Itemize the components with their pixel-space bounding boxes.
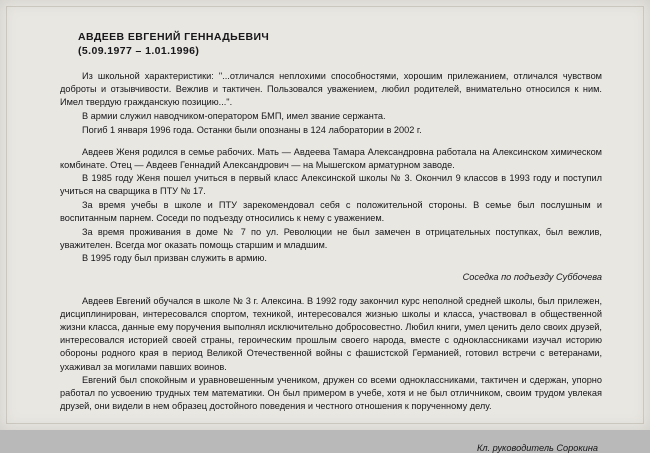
paragraph: В 1985 году Женя пошел учиться в первый класс Алексинской школы № 3. Окончил 9 классов в 1993 году и поступил учиться на сварщика в ПТУ № 17.	[60, 173, 602, 197]
signature-class-teacher: Кл. руководитель Сорокина	[476, 443, 598, 453]
section-biography	[60, 146, 602, 283]
page-title-name: АВДЕЕВ ЕВГЕНИЙ ГЕННАДЬЕВИЧ	[78, 31, 270, 43]
paragraph: За время проживания в доме № 7 по ул. Революции не был замечен в отрицательных поступках, был вежлив, уважителен. Всегда мог оказать помощь старшим и младшим.	[60, 226, 602, 250]
paragraph: Авдеев Женя родился в семье рабочих. Мать — Авдеева Тамара Александровна работала на Алексинском химическом комбинате. Отец — Авдеев Геннадий Александрович — на Мышегском арматурном заводе.	[60, 146, 602, 170]
paragraph: В армии служил наводчиком-оператором БМП, имел звание сержанта.	[82, 111, 386, 122]
document-sheet	[34, 22, 624, 453]
paragraph: Авдеев Евгений обучался в школе № 3 г. Алексина. В 1992 году закончил курс неполной средней школы, был прилежен, дисциплинирован, интересовался спортом, техникой, интересовался жизнью школы и класса, участвовал в общественной жизни класса, данные ему поручения выполнял исключительно добросовестно. Любил книги, умел ценить дело своих друзей, интересовался историей своей страны, героическим прошлым своего народа, вместе с одноклассниками изучал историю обороны родного края в период Великой Отечественной войны с фашистской Германией, готовил встречи с ветеранами, ухаживал за могилами павших воинов.	[60, 296, 602, 372]
page-title	[78, 30, 602, 58]
section-teacher-testimonial	[60, 295, 602, 453]
paragraph: В 1995 году был призван служить в армию.	[82, 253, 267, 264]
page-title-dates: (5.09.1977 – 1.01.1996)	[78, 45, 200, 58]
section-school-characteristics	[60, 70, 602, 136]
signature-neighbour: Соседка по подъезду Суббочева	[462, 272, 602, 283]
paragraph: За время учебы в школе и ПТУ зарекомендовал себя с положительной стороны. В семье был послушным и воспитанным парнем. Соседи по подъезду относились к нему с уважением.	[60, 199, 602, 223]
paragraph: Погиб 1 января 1996 года. Останки были опознаны в 124 лаборатории в 2002 г.	[82, 124, 422, 135]
paragraph: Евгений был спокойным и уравновешенным учеником, дружен со всеми одноклассниками, тактичен и сдержан, упорно работал по усвоению трудных тем математики. Он был примером в учебе, хотя и не был отличником, своим трудом увлекая друзей, они видели в нем образец достойного поведения и честного отношения к порученному делу.	[60, 375, 602, 412]
paragraph: Из школьной характеристики: "...отличался неплохими способностями, хорошим прилежанием, отличался чувством доброты и отзывчивости. Вежлив и тактичен. Пользовался уважением, любил родителей, внимательно относился к ним. Имел твердую гражданскую позицию...".	[60, 71, 602, 108]
